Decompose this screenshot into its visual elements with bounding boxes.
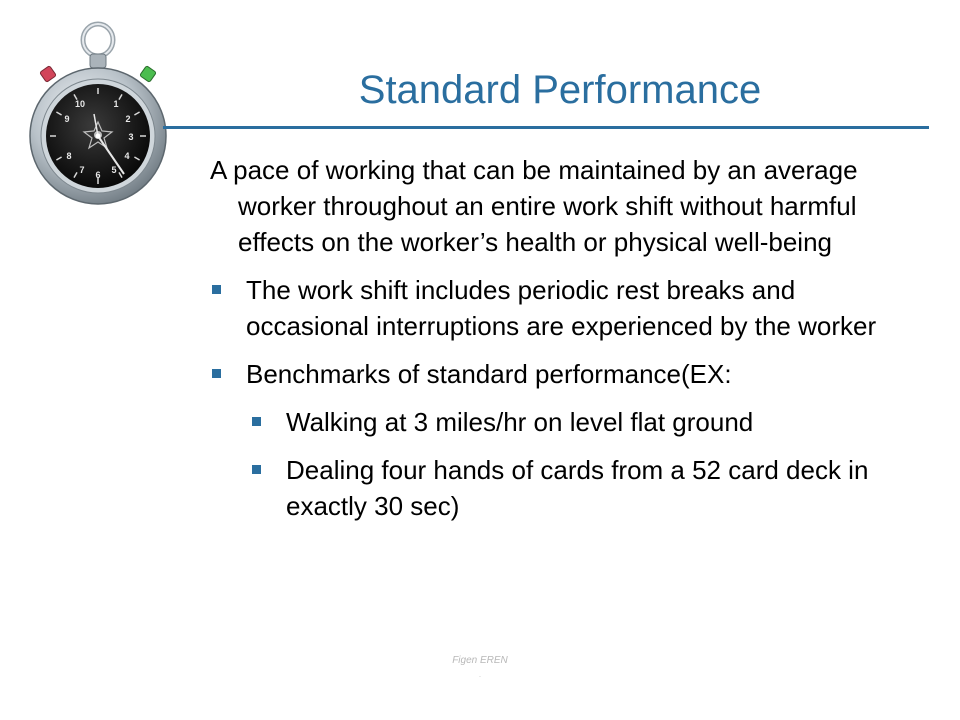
svg-text:1: 1	[113, 99, 119, 109]
bullet-benchmarks	[210, 356, 910, 392]
square-bullet-icon	[212, 285, 221, 294]
svg-text:2: 2	[125, 114, 131, 124]
square-bullet-icon	[252, 465, 261, 474]
svg-text:10: 10	[74, 99, 86, 109]
bullet-rest-breaks	[210, 272, 910, 344]
definition-paragraph: A pace of working that can be maintained by an average worker throughout an entire work shift without harmful effects on the worker’s health or physical well-being	[210, 155, 858, 257]
footer-author: Figen EREN	[452, 655, 508, 666]
sub-bullet-walking	[250, 404, 910, 440]
slide-body	[210, 152, 910, 536]
square-bullet-icon	[252, 417, 261, 426]
svg-text:6: 6	[95, 170, 101, 180]
footer-dot: .	[478, 670, 482, 679]
bullet-text: The work shift includes periodic rest breaks and occasional interruptions are experienced by the worker	[246, 275, 877, 341]
title-divider	[163, 126, 929, 129]
slide-title: Standard Performance	[358, 68, 762, 112]
square-bullet-icon	[212, 369, 221, 378]
sub-bullet-text: Dealing four hands of cards from a 52 card deck in exactly 30 sec)	[286, 455, 869, 521]
svg-text:3: 3	[128, 132, 134, 142]
svg-text:8: 8	[66, 151, 72, 161]
svg-text:9: 9	[64, 114, 70, 124]
svg-text:4: 4	[124, 151, 130, 161]
bullet-text: Benchmarks of standard performance(EX:	[246, 359, 732, 389]
svg-text:5: 5	[111, 165, 117, 175]
sub-bullet-text: Walking at 3 miles/hr on level flat ground	[286, 407, 754, 437]
stopwatch-icon	[18, 18, 178, 218]
svg-text:7: 7	[79, 165, 85, 175]
sub-bullet-cards	[250, 452, 910, 524]
